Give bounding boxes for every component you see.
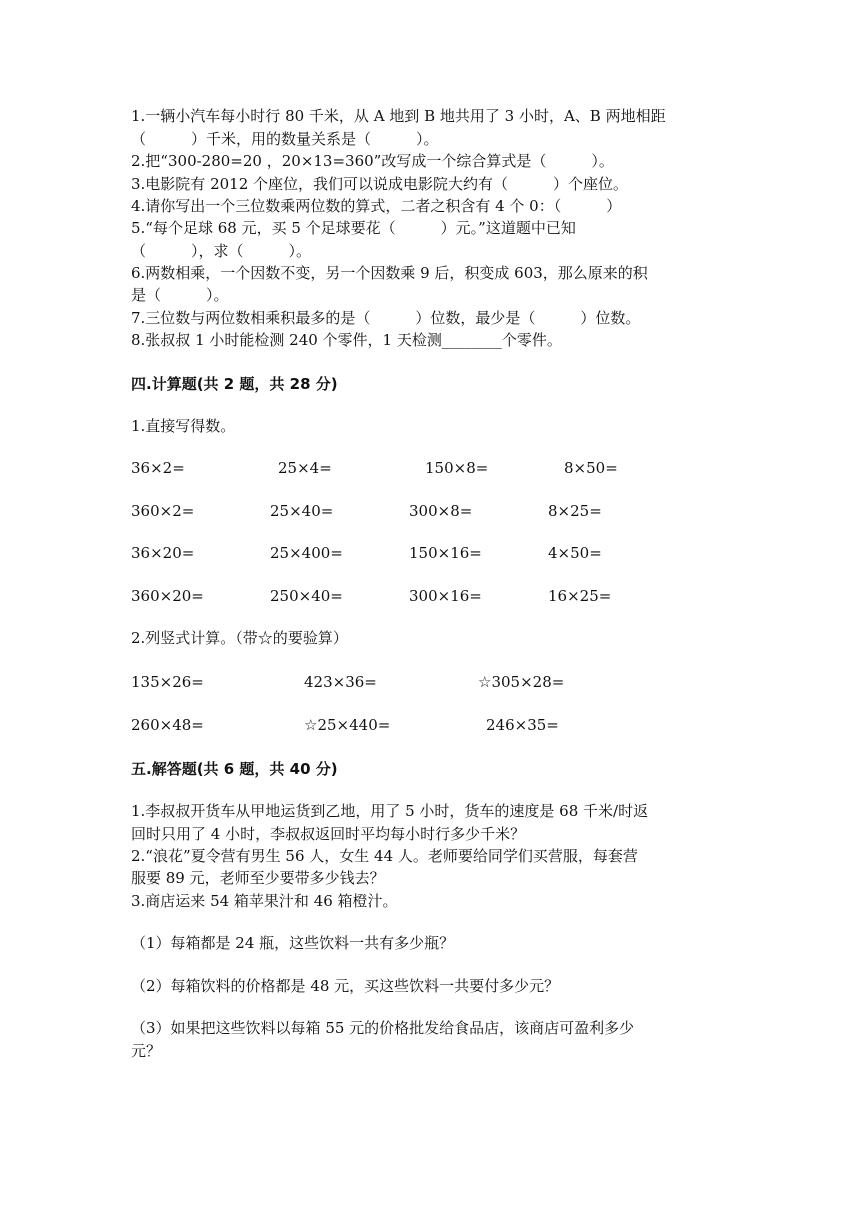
oral-calc-item: 36×20= (131, 544, 195, 562)
oral-calc-item: 8×50= (564, 459, 618, 477)
question-line: 回时只用了 4 小时，李叔叔返回时平均每小时行多少千米？ (131, 825, 526, 843)
subquestion-line: （1）每箱都是 24 瓶，这些饮料一共有多少瓶？ (131, 934, 455, 952)
vertical-calc-item: ☆305×28= (478, 673, 565, 691)
vertical-calc-item: 246×35= (486, 716, 559, 734)
section-heading: 四.计算题(共 2 题，共 28 分) (131, 375, 338, 393)
question-line: 1.李叔叔开货车从甲地运货到乙地，用了 5 小时，货车的速度是 68 千米/时返 (131, 802, 649, 820)
vertical-calc-item: 135×26= (131, 673, 204, 691)
question-line: （ ）千米，用的数量关系是（ ）。 (131, 130, 439, 148)
vertical-calc-item: 260×48= (131, 716, 204, 734)
subquestion-line: （3）如果把这些饮料以每箱 55 元的价格批发给食品店，该商店可盈利多少 (131, 1019, 635, 1037)
oral-calc-item: 8×25= (548, 502, 602, 520)
question-line: 3.电影院有 2012 个座位，我们可以说成电影院大约有（ ）个座位。 (131, 175, 629, 193)
question-line: 2.“浪花”夏令营有男生 56 人，女生 44 人。老师要给同学们买营服，每套营 (131, 847, 638, 865)
question-line: 7.三位数与两位数相乘积最多的是（ ）位数，最少是（ ）位数。 (131, 309, 641, 327)
subquestion-title: 2.列竖式计算。（带☆的要验算） (131, 629, 348, 647)
oral-calc-item: 25×4= (278, 459, 332, 477)
question-line: 4.请你写出一个三位数乘两位数的算式，二者之积含有 4 个 0：（ ） (131, 197, 622, 215)
subquestion-title: 1.直接写得数。 (131, 417, 236, 435)
question-line: 5.“每个足球 68 元，买 5 个足球要花（ ）元。”这道题中已知 (131, 219, 576, 237)
oral-calc-item: 300×8= (409, 502, 473, 520)
vertical-calc-item: 423×36= (304, 673, 377, 691)
oral-calc-item: 360×2= (131, 502, 195, 520)
section-heading: 五.解答题(共 6 题，共 40 分) (131, 760, 338, 778)
oral-calc-item: 36×2= (131, 459, 185, 477)
vertical-calc-item: ☆25×440= (304, 716, 391, 734)
oral-calc-item: 16×25= (548, 587, 612, 605)
subquestion-line: 元？ (131, 1042, 162, 1060)
question-line: 8.张叔叔 1 小时能检测 240 个零件，1 天检测________个零件。 (131, 331, 562, 349)
oral-calc-item: 250×40= (270, 587, 343, 605)
oral-calc-item: 4×50= (548, 544, 602, 562)
question-line: 1.一辆小汽车每小时行 80 千米，从 A 地到 B 地共用了 3 小时，A、B 两地相距 (131, 107, 666, 125)
question-line: 是（ ）。 (131, 286, 229, 304)
subquestion-line: （2）每箱饮料的价格都是 48 元，买这些饮料一共要付多少元？ (131, 977, 560, 995)
oral-calc-item: 150×16= (409, 544, 482, 562)
question-line: 3.商店运来 54 箱苹果汁和 46 箱橙汁。 (131, 892, 398, 910)
oral-calc-item: 300×16= (409, 587, 482, 605)
question-line: （ ），求（ ）。 (131, 242, 312, 260)
oral-calc-item: 25×400= (270, 544, 343, 562)
oral-calc-item: 360×20= (131, 587, 204, 605)
question-line: 2.把“300-280=20 ，20×13=360”改写成一个综合算式是（ ）。 (131, 152, 614, 170)
question-line: 服要 89 元，老师至少要带多少钱去？ (131, 869, 385, 887)
oral-calc-item: 150×8= (425, 459, 489, 477)
oral-calc-item: 25×40= (270, 502, 334, 520)
question-line: 6.两数相乘，一个因数不变，另一个因数乘 9 后，积变成 603，那么原来的积 (131, 264, 648, 282)
